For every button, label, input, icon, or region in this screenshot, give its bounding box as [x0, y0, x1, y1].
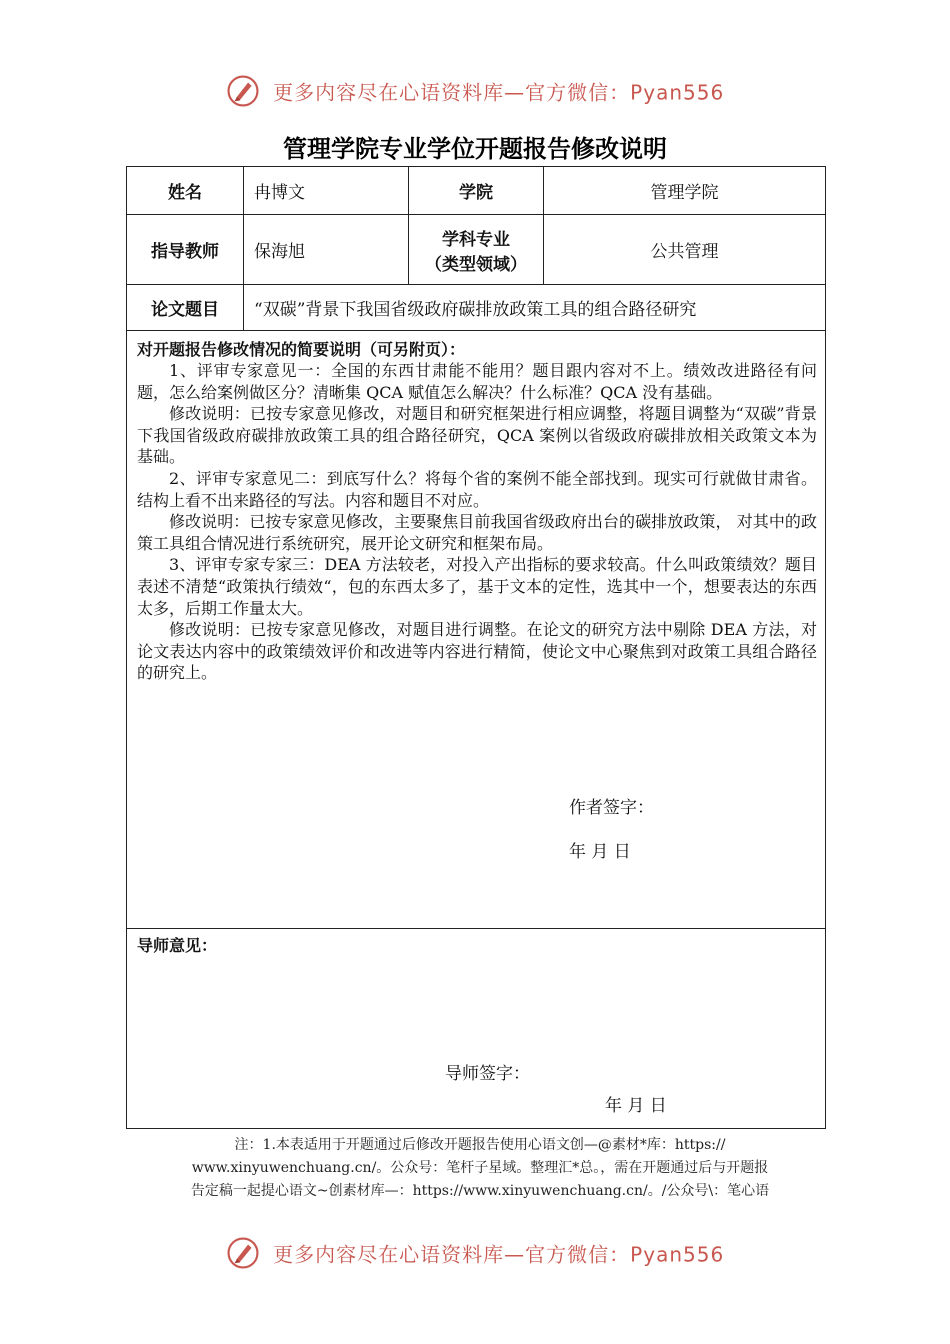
name-label: 姓名	[127, 167, 244, 215]
paragraph: 修改说明：已按专家意见修改，对题目进行调整。在论文的研究方法中剔除 DEA 方法，对论文表达内容中的政策绩效评价和改进等内容进行精简，使论文中心聚焦到对政策工具组合路径的研究上。	[137, 620, 817, 683]
paragraph: 1、评审专家意见一：全国的东西甘肃能不能用？题目跟内容对不上。绩效改进路径有问题，怎么给案例做区分？清晰集 QCA 赋值怎么解决？什么标准？QCA 没有基础。	[137, 361, 817, 402]
footnote-line: www.xinyuwenchuang.cn/。公众号：笔杆子星域。整理汇*总。，需在开题通过后与开题报	[191, 1160, 769, 1176]
watermark-top	[0, 74, 950, 108]
paragraph: 3、评审专家专家三：DEA 方法较老，对投入产出指标的要求较高。什么叫政策绩效？题目表述不清楚“政策执行绩效“，包的东西太多了，基于文本的定性，选其中一个，想要表达的东西太多，后期工作量太大。	[137, 555, 817, 618]
paragraph: 2、评审专家意见二：到底写什么？将每个省的案例不能全部找到。现实可行就做甘肃省。结构上看不出来路径的写法。内容和题目不对应。	[137, 468, 817, 510]
watermark-text: 更多内容尽在心语资料库—官方微信：Pyan556	[273, 80, 725, 105]
watermark-bottom	[0, 1236, 950, 1270]
college-value: 管理学院	[544, 167, 826, 215]
major-label-line2: （类型领域）	[425, 254, 527, 275]
row-advisor	[127, 215, 826, 285]
advisor-signature: 导师签字：	[445, 1064, 530, 1084]
topic-label: 论文题目	[127, 285, 244, 331]
row-revision	[127, 331, 826, 929]
page-title: 管理学院专业学位开题报告修改说明	[283, 135, 667, 163]
revision-heading: 对开题报告修改情况的简要说明（可另附页）：	[137, 340, 466, 359]
footnote-line: 注：1.本表适用于开题通过后修改开题报告使用心语文创—@素材*库：https://	[234, 1137, 726, 1153]
name-value: 冉博文	[244, 167, 409, 215]
watermark-text: 更多内容尽在心语资料库—官方微信：Pyan556	[273, 1242, 725, 1267]
revision-form-table	[126, 166, 826, 1129]
footnote-line: 告定稿一起提心语文~创素材库—：https://www.xinyuwenchuang.cn/。/公众号\：笔心语	[190, 1183, 770, 1199]
advisor-date: 年 月 日	[605, 1096, 667, 1116]
major-label	[409, 215, 544, 285]
advisor-value: 保海旭	[244, 215, 409, 285]
author-date: 年 月 日	[569, 842, 631, 862]
pen-logo-icon	[226, 74, 260, 108]
paragraph: 修改说明：已按专家意见修改，对题目和研究框架进行相应调整，将题目调整为“双碳”背景下我国省级政府碳排放政策工具的组合路径研究，QCA 案例以省级政府碳排放相关政策文本为基础。	[137, 404, 817, 467]
advisor-opinion-cell	[127, 929, 826, 1129]
topic-value: “双碳”背景下我国省级政府碳排放政策工具的组合路径研究	[244, 285, 826, 331]
revision-cell	[127, 331, 826, 929]
advisor-opinion-heading: 导师意见：	[137, 936, 218, 955]
major-label-line1: 学科专业	[442, 229, 510, 250]
major-value: 公共管理	[544, 215, 826, 285]
row-topic	[127, 285, 826, 331]
revision-body	[137, 360, 817, 684]
paragraph: 修改说明：已按专家意见修改，主要聚焦目前我国省级政府出台的碳排放政策， 对其中的政策工具组合情况进行系统研究，展开论文研究和框架布局。	[137, 512, 817, 553]
author-signature: 作者签字：	[569, 798, 654, 818]
advisor-label: 指导教师	[127, 215, 244, 285]
footnote	[140, 1134, 820, 1203]
row-name	[127, 167, 826, 215]
row-advisor-opinion	[127, 929, 826, 1129]
pen-logo-icon	[226, 1236, 260, 1270]
college-label: 学院	[409, 167, 544, 215]
